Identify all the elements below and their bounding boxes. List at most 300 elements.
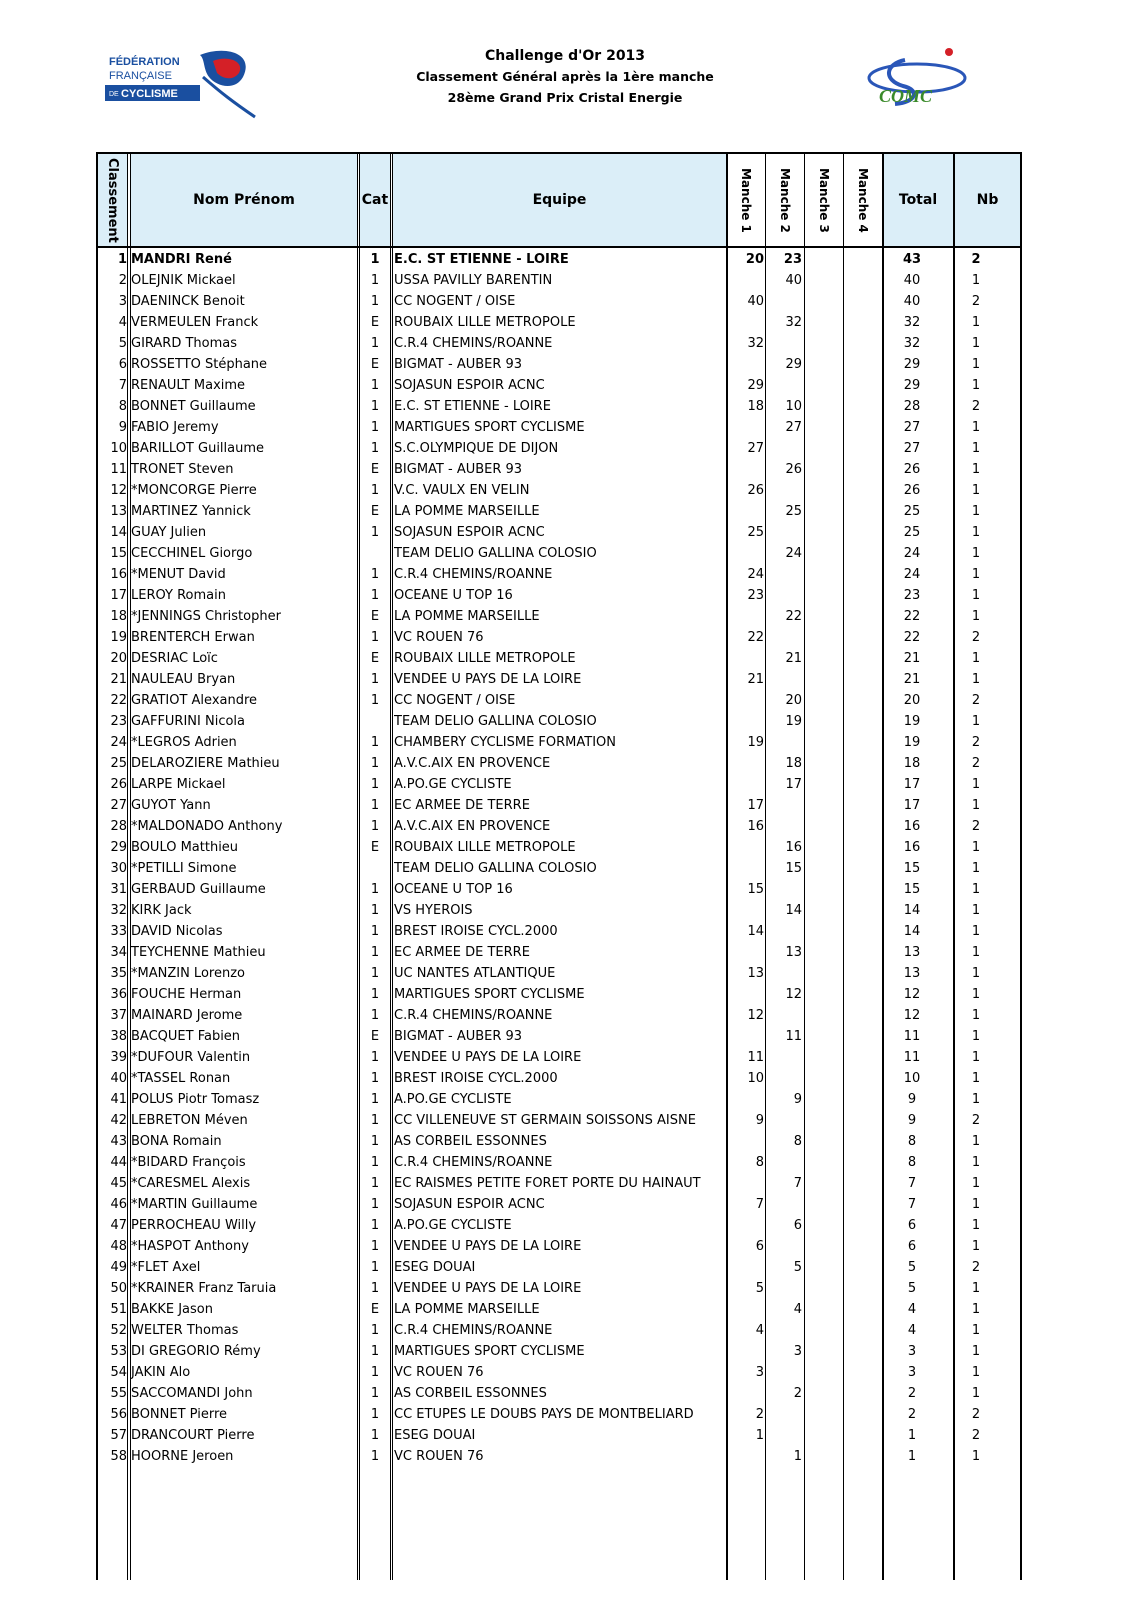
cell-m2: 10 [785,399,802,414]
cell-team: MARTIGUES SPORT CYCLISME [394,420,585,435]
cell-team: E.C. ST ETIENNE - LOIRE [394,252,569,267]
cell-m3 [806,480,842,501]
cell-cat: 1 [370,1449,380,1464]
cell-m3 [806,795,842,816]
cell-cat: E [370,357,380,372]
cell-m1: 32 [747,336,764,351]
cell-name: MANDRI René [131,252,232,267]
cell-m1 [728,984,764,1005]
cell-m3 [806,669,842,690]
table-row [98,963,1024,984]
cell-rank: 34 [110,945,127,960]
cell-rank: 48 [110,1239,127,1254]
comc-logo [865,40,975,115]
cell-m3 [806,711,842,732]
cell-team: A.PO.GE CYCLISTE [394,1092,512,1107]
cell-total: 8 [907,1155,917,1170]
cell-m4 [845,900,881,921]
cell-team: VS HYEROIS [394,903,473,918]
table-row [98,543,1024,564]
cell-team: ROUBAIX LILLE METROPOLE [394,840,576,855]
cell-nb: 1 [971,1029,981,1044]
cell-m1: 29 [747,378,764,393]
cell-cat: E [370,651,380,666]
cell-rank: 35 [110,966,127,981]
cell-m3 [806,459,842,480]
cell-m2 [766,1404,802,1425]
table-row [98,312,1024,333]
cell-m2: 19 [785,714,802,729]
cell-name: BACQUET Fabien [131,1029,241,1044]
cell-rank: 42 [110,1113,127,1128]
cell-rank: 58 [110,1449,127,1464]
cell-name: GERBAUD Guillaume [131,882,266,897]
cell-team: OCEANE U TOP 16 [394,588,513,603]
cell-m1: 4 [755,1323,764,1338]
cell-cat: 1 [370,819,380,834]
cell-nb: 2 [971,819,981,834]
cell-m2: 16 [785,840,802,855]
cell-m3 [806,648,842,669]
cell-m1: 21 [747,672,764,687]
cell-m2 [766,1005,802,1026]
cell-total: 7 [907,1197,917,1212]
header-manche-1: Manche 1 [739,167,753,233]
table-row [98,1383,1024,1404]
header-manche-2: Manche 2 [778,167,792,233]
cell-team: BREST IROISE CYCL.2000 [394,924,558,939]
cell-m1: 25 [747,525,764,540]
cell-rank: 24 [110,735,127,750]
cell-m2 [766,438,802,459]
cell-team: ROUBAIX LILLE METROPOLE [394,651,576,666]
cell-m4 [845,732,881,753]
cell-m4 [845,837,881,858]
cell-total: 27 [903,420,921,435]
cell-total: 26 [903,462,921,477]
cell-rank: 29 [110,840,127,855]
cell-m3 [806,942,842,963]
cell-m1 [728,459,764,480]
cell-name: GUYOT Yann [131,798,211,813]
cell-cat: 1 [370,336,380,351]
cell-cat: 1 [370,924,380,939]
cell-rank: 20 [110,651,127,666]
cell-m2 [766,1236,802,1257]
cell-m3 [806,270,842,291]
comc-logo-text: COMC [879,86,933,106]
cell-m4 [845,690,881,711]
cell-cat: 1 [370,1071,380,1086]
cell-total: 32 [903,315,921,330]
table-row [98,1278,1024,1299]
table-row [98,333,1024,354]
cell-nb: 1 [971,315,981,330]
cell-nb: 1 [971,777,981,792]
cell-m3 [806,879,842,900]
cell-name: LEROY Romain [131,588,226,603]
cell-rank: 45 [110,1176,127,1191]
cell-cat: 1 [370,693,380,708]
table-row [98,1089,1024,1110]
cell-name: BRENTERCH Erwan [131,630,255,645]
cell-nb: 1 [971,546,981,561]
cell-m1: 23 [747,588,764,603]
cell-m2: 29 [785,357,802,372]
cell-total: 15 [903,882,921,897]
cell-name: GRATIOT Alexandre [131,693,258,708]
cell-cat: 1 [370,567,380,582]
cell-cat: 1 [370,756,380,771]
cell-m3 [806,921,842,942]
cell-m2: 40 [785,273,802,288]
cell-name: LEBRETON Méven [131,1113,248,1128]
cell-team: CC ETUPES LE DOUBS PAYS DE MONTBELIARD [394,1407,694,1422]
cell-m1: 11 [747,1050,764,1065]
cell-m4 [845,1278,881,1299]
cell-team: VENDEE U PAYS DE LA LOIRE [394,672,582,687]
cell-m3 [806,1173,842,1194]
cell-nb: 1 [971,1386,981,1401]
cell-name: SACCOMANDI John [131,1386,253,1401]
cell-m1: 15 [747,882,764,897]
cell-team: MARTIGUES SPORT CYCLISME [394,1344,585,1359]
cell-team: ESEG DOUAI [394,1260,476,1275]
cell-name: *CARESMEL Alexis [131,1176,251,1191]
cell-cat: E [370,609,380,624]
cell-m1: 7 [755,1197,764,1212]
cell-nb: 2 [971,399,981,414]
table-row [98,354,1024,375]
cell-team: USSA PAVILLY BARENTIN [394,273,553,288]
cell-m2: 6 [793,1218,802,1233]
cell-rank: 22 [110,693,127,708]
cell-m1 [728,501,764,522]
cell-team: ESEG DOUAI [394,1428,476,1443]
cell-total: 11 [903,1050,921,1065]
cell-name: NAULEAU Bryan [131,672,236,687]
cell-total: 6 [907,1239,917,1254]
cell-rank: 28 [110,819,127,834]
cell-m4 [845,858,881,879]
cell-m1 [728,711,764,732]
cell-team: VENDEE U PAYS DE LA LOIRE [394,1281,582,1296]
cell-rank: 11 [110,462,127,477]
cell-m3 [806,1047,842,1068]
table-row [98,1131,1024,1152]
cell-cat: 1 [370,1344,380,1359]
cell-cat: 1 [370,1323,380,1338]
cell-team: OCEANE U TOP 16 [394,882,513,897]
table-row [98,1362,1024,1383]
cell-team: A.PO.GE CYCLISTE [394,1218,512,1233]
cell-m3 [806,1026,842,1047]
cell-m4 [845,270,881,291]
cell-total: 22 [903,630,921,645]
cell-m1 [728,1089,764,1110]
cell-m2 [766,1152,802,1173]
cell-name: *DUFOUR Valentin [131,1050,251,1065]
cell-m2: 24 [785,546,802,561]
cell-name: BONA Romain [131,1134,222,1149]
cell-m1 [728,942,764,963]
ffc-logo [105,47,265,119]
cell-name: *HASPOT Anthony [131,1239,249,1254]
cell-m1 [728,543,764,564]
cell-team: A.V.C.AIX EN PROVENCE [394,756,551,771]
cell-m3 [806,1152,842,1173]
cell-name: FABIO Jeremy [131,420,219,435]
table-row [98,900,1024,921]
cell-name: POLUS Piotr Tomasz [131,1092,260,1107]
cell-rank: 53 [110,1344,127,1359]
cell-m1: 16 [747,819,764,834]
table-row [98,1026,1024,1047]
cell-rank: 46 [110,1197,127,1212]
cell-m2 [766,669,802,690]
cell-cat: 1 [370,525,380,540]
cell-nb: 1 [971,1323,981,1338]
cell-name: HOORNE Jeroen [131,1449,234,1464]
cell-total: 16 [903,840,921,855]
cell-m3 [806,396,842,417]
cell-nb: 1 [971,714,981,729]
cell-nb: 1 [971,567,981,582]
cell-name: PERROCHEAU Willy [131,1218,257,1233]
cell-cat: 1 [370,399,380,414]
ffc-logo-line2: FRANÇAISE [109,70,172,82]
cell-nb: 1 [971,840,981,855]
cell-rank: 17 [110,588,127,603]
cell-nb: 1 [971,861,981,876]
cell-m2: 1 [793,1449,802,1464]
cell-m4 [845,1173,881,1194]
cell-m4 [845,879,881,900]
cell-team: C.R.4 CHEMINS/ROANNE [394,1155,553,1170]
cell-cat: 1 [370,378,380,393]
cell-m1 [728,1257,764,1278]
cell-nb: 1 [971,1155,981,1170]
cell-total: 9 [907,1092,917,1107]
cell-total: 25 [903,504,921,519]
cell-nb: 1 [971,987,981,1002]
cell-m4 [845,1425,881,1446]
cell-m4 [845,1383,881,1404]
cell-m2: 14 [785,903,802,918]
cell-m3 [806,732,842,753]
cell-nb: 2 [971,294,981,309]
cell-cat: 1 [370,1050,380,1065]
cell-m1: 14 [747,924,764,939]
cell-name: OLEJNIK Mickael [131,273,236,288]
cell-nb: 2 [971,756,981,771]
cell-name: *MENUT David [131,567,226,582]
cell-nb: 1 [971,378,981,393]
cell-name: *PETILLI Simone [131,861,237,876]
cell-cat: 1 [370,1260,380,1275]
cell-cat: E [370,504,380,519]
cell-nb: 1 [971,882,981,897]
cell-m3 [806,543,842,564]
cell-rank: 51 [110,1302,127,1317]
cell-name: FOUCHE Herman [131,987,242,1002]
cell-team: VC ROUEN 76 [394,630,484,645]
cell-m1: 26 [747,483,764,498]
cell-cat: 1 [370,441,380,456]
cell-m3 [806,858,842,879]
cell-total: 3 [907,1344,917,1359]
header-name: Nom Prénom [193,192,295,208]
cell-m1: 27 [747,441,764,456]
cell-m1: 17 [747,798,764,813]
cell-total: 4 [907,1323,917,1338]
table-row [98,480,1024,501]
cell-m3 [806,837,842,858]
cell-team: UC NANTES ATLANTIQUE [394,966,556,981]
cell-name: CECCHINEL Giorgo [131,546,253,561]
cell-m2 [766,1320,802,1341]
cell-m3 [806,753,842,774]
cell-total: 24 [903,546,921,561]
cell-total: 29 [903,378,921,393]
cell-nb: 1 [971,357,981,372]
cell-m4 [845,942,881,963]
cell-m3 [806,1089,842,1110]
cell-m4 [845,543,881,564]
cell-m2: 9 [793,1092,802,1107]
cell-team: A.PO.GE CYCLISTE [394,777,512,792]
cell-m3 [806,1425,842,1446]
cell-name: *TASSEL Ronan [131,1071,231,1086]
cell-rank: 25 [110,756,127,771]
cell-rank: 14 [110,525,127,540]
cell-nb: 1 [971,945,981,960]
cell-name: VERMEULEN Franck [131,315,259,330]
table-row [98,1068,1024,1089]
cell-total: 25 [903,525,921,540]
cell-name: *MARTIN Guillaume [131,1197,258,1212]
cell-m3 [806,1068,842,1089]
cell-cat: 1 [370,1281,380,1296]
cell-total: 4 [907,1302,917,1317]
cell-total: 19 [903,735,921,750]
cell-name: BONNET Pierre [131,1407,227,1422]
cell-m3 [806,606,842,627]
table-row [98,1236,1024,1257]
cell-name: *LEGROS Adrien [131,735,237,750]
cell-rank: 27 [110,798,127,813]
header-total: Total [898,192,938,208]
cell-cat: 1 [370,483,380,498]
cell-m2 [766,1278,802,1299]
cell-m1 [728,648,764,669]
cell-total: 5 [907,1281,917,1296]
cell-m4 [845,333,881,354]
cell-m4 [845,375,881,396]
cell-nb: 1 [971,1281,981,1296]
table-row [98,438,1024,459]
cell-m2 [766,564,802,585]
cell-m4 [845,396,881,417]
cell-m4 [845,585,881,606]
cell-nb: 1 [971,798,981,813]
cell-total: 23 [903,588,921,603]
cell-cat: 1 [370,945,380,960]
cell-total: 14 [903,903,921,918]
document-title [330,46,800,108]
cell-m1 [728,1299,764,1320]
cell-rank: 2 [118,273,127,288]
table-row [98,606,1024,627]
cell-m3 [806,1404,842,1425]
cell-team: S.C.OLYMPIQUE DE DIJON [394,441,559,456]
cell-m3 [806,354,842,375]
cell-m2: 21 [785,651,802,666]
cell-m3 [806,333,842,354]
cell-total: 28 [903,399,921,414]
cell-team: VENDEE U PAYS DE LA LOIRE [394,1050,582,1065]
cell-m3 [806,1194,842,1215]
header-nb: Nb [976,192,999,208]
table-row [98,564,1024,585]
cell-m4 [845,438,881,459]
cell-cat: E [370,1029,380,1044]
cell-total: 2 [907,1386,917,1401]
cell-m1: 40 [747,294,764,309]
cell-total: 18 [903,756,921,771]
cell-m3 [806,438,842,459]
table-row [98,1152,1024,1173]
cell-name: GAFFURINI Nicola [131,714,246,729]
table-row [98,396,1024,417]
cell-m1 [728,1131,764,1152]
cell-rank: 8 [118,399,127,414]
table-row [98,375,1024,396]
cell-rank: 39 [110,1050,127,1065]
cell-rank: 56 [110,1407,127,1422]
cell-m4 [845,921,881,942]
cell-m1 [728,354,764,375]
cell-m2 [766,816,802,837]
cell-m2: 3 [793,1344,802,1359]
table-row [98,1341,1024,1362]
cell-team: AS CORBEIL ESSONNES [394,1386,547,1401]
cell-cat: 1 [370,1197,380,1212]
cell-cat: E [370,840,380,855]
cell-total: 5 [907,1260,917,1275]
cell-m4 [845,522,881,543]
cell-nb: 1 [971,1092,981,1107]
cell-team: TEAM DELIO GALLINA COLOSIO [394,861,597,876]
cell-m1: 18 [747,399,764,414]
cell-m2 [766,627,802,648]
cell-m1: 6 [755,1239,764,1254]
cell-m2 [766,963,802,984]
cell-m2: 11 [785,1029,802,1044]
cell-m4 [845,1299,881,1320]
cell-m4 [845,963,881,984]
cell-m1: 22 [747,630,764,645]
header-cat: Cat [361,192,389,208]
cell-m1 [728,1173,764,1194]
cell-cat: 1 [370,1008,380,1023]
cell-team: C.R.4 CHEMINS/ROANNE [394,336,553,351]
cell-rank: 55 [110,1386,127,1401]
cell-nb: 2 [971,1428,981,1443]
cell-cat: 1 [370,903,380,918]
cell-name: DRANCOURT Pierre [131,1428,255,1443]
cell-nb: 1 [971,1344,981,1359]
